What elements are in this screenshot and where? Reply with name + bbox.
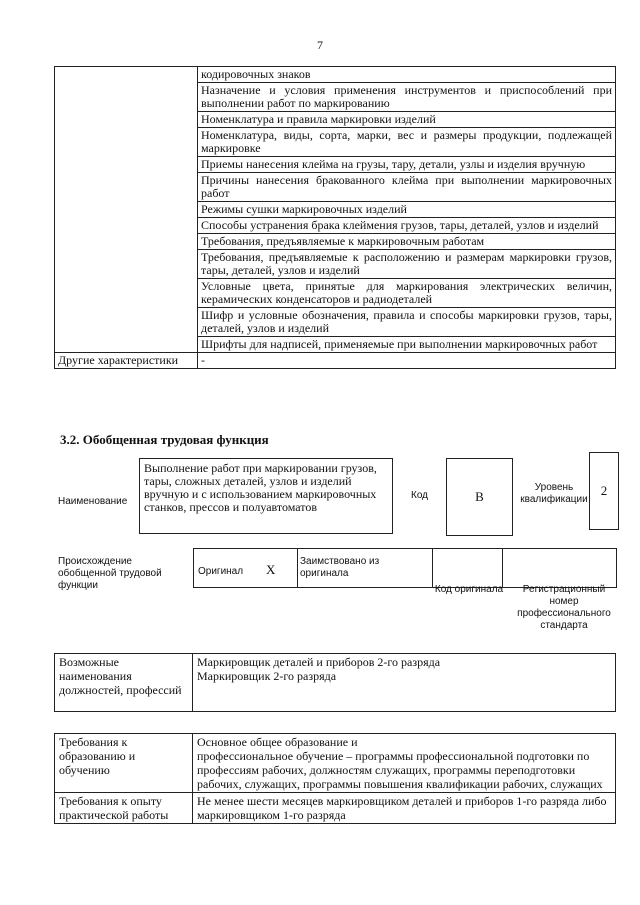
education-label: Требования к образованию и обучению [55, 734, 193, 793]
code-label: Код [411, 490, 429, 501]
experience-value: Не менее шести месяцев маркировщиком деталей и приборов 1-го разряда либо маркировщиком 1-го разряда [193, 793, 616, 824]
code-value: B [446, 458, 513, 536]
knowledge-row: Шифр и условные обозначения, правила и способы маркировки грузов, тары, деталей, узлов и изделий [198, 308, 616, 337]
origin-label: Происхождение обобщенной трудовой функции [58, 556, 162, 591]
knowledge-row: Режимы сушки маркировочных изделий [198, 202, 616, 218]
education-line: профессиональное обучение – программы профессиональной подготовки по профессиям рабочих, должностям служащих, программы переподготовки рабочих, служащих, программы повышения квалификации рабочих, служащих [197, 749, 603, 791]
original-mark: X [266, 562, 276, 577]
position-item: Маркировщик 2-го разряда [197, 669, 337, 683]
knowledge-row: Причины нанесения бракованного клейма при выполнении маркировочных работ [198, 173, 616, 202]
position-item: Маркировщик деталей и приборов 2-го разряда [197, 655, 441, 669]
knowledge-row: Назначение и условия применения инструментов и приспособлений при выполнении работ по маркированию [198, 83, 616, 112]
level-value: 2 [589, 452, 619, 530]
knowledge-row: Требования, предъявляемые к расположению и размерам маркировки грузов, тары, деталей, узлов и изделий [198, 250, 616, 279]
requirements-table [54, 733, 616, 824]
other-characteristics-label: Другие характеристики [55, 353, 198, 369]
knowledge-row: Требования, предъявляемые к маркировочным работам [198, 234, 616, 250]
knowledge-row: Приемы нанесения клейма на грузы, тару, детали, узлы и изделия вручную [198, 157, 616, 173]
experience-label: Требования к опыту практической работы [55, 793, 193, 824]
other-characteristics-value: - [198, 353, 616, 369]
page-number: 7 [317, 38, 323, 52]
knowledge-row: Условные цвета, принятые для маркирования электрических величин, керамических конденсаторов и радиодеталей [198, 279, 616, 308]
original-label: Оригинал [198, 566, 244, 577]
name-label: Наименование [58, 496, 128, 507]
positions-label: Возможные наименования должностей, профессий [55, 654, 193, 712]
section-title: 3.2. Обобщенная трудовая функция [60, 432, 269, 447]
registration-number-caption: Регистрационный номер профессионального стандарта [517, 584, 611, 631]
level-label: Уровень квалификации [520, 482, 588, 505]
function-name: Выполнение работ при маркировании грузов, тары, сложных деталей, узлов и изделий вручную и с использованием маркировочных станков, прессов и полуавтоматов [139, 458, 393, 534]
positions-table [54, 653, 616, 712]
code-original-caption: Код оригинала [434, 584, 504, 595]
knowledge-table [54, 66, 616, 369]
knowledge-row: Номенклатура и правила маркировки изделий [198, 112, 616, 128]
education-line: Основное общее образование и [197, 735, 358, 749]
knowledge-row: Способы устранения брака клеймения грузов, тары, деталей, узлов и изделий [198, 218, 616, 234]
knowledge-row: Шрифты для надписей, применяемые при выполнении маркировочных работ [198, 337, 616, 353]
knowledge-row: Номенклатура, виды, сорта, марки, вес и размеры продукции, подлежащей маркировке [198, 128, 616, 157]
knowledge-row: кодировочных знаков [198, 67, 616, 83]
borrowed-label: Заимствовано из оригинала [300, 556, 380, 579]
